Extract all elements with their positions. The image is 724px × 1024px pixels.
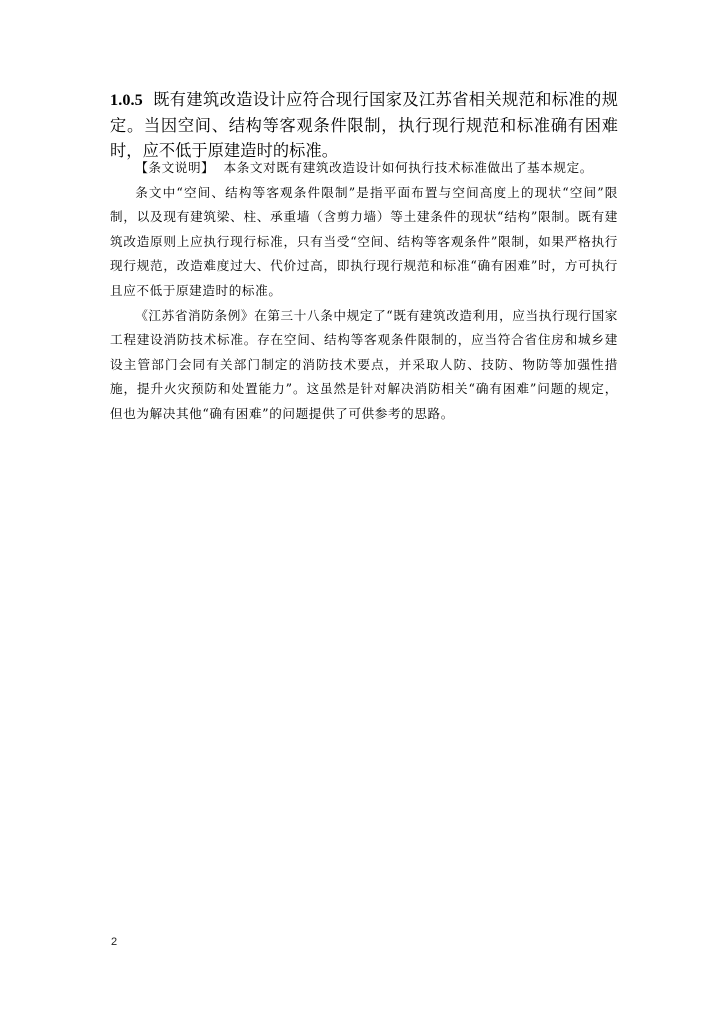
clause-1-0-5 [110,87,618,163]
explanation-heading: 【条文说明】 [135,160,215,175]
clause-number: 1.0.5 [110,91,143,109]
explanation-paragraph: 《江苏省消防条例》在第三十八条中规定了“既有建筑改造利用，应当执行现行国家工程建设消防技术标准。存在空间、结构等客观条件限制的，应当符合省住房和城乡建设主管部门会同有关部门制定的消防技术要点，并采取人防、技防、物防等加强性措施，提升火灾预防和处置能力”。这虽然是针对解决消防相关“确有困难”问题的规定，但也为解决其他“确有困难”的问题提供了可供参考的思路。 [110,307,618,421]
clause-explanation [110,156,618,427]
page-number: 2 [111,936,118,948]
explanation-paragraph: 条文中“空间、结构等客观条件限制”是指平面布置与空间高度上的现状“空间”限制，以及现有建筑梁、柱、承重墙（含剪力墙）等土建条件的现状“结构”限制。既有建筑改造原则上应执行现行标准，只有当受“空间、结构等客观条件”限制，如果严格执行现行规范，改造难度过大、代价过高，即执行现行规范和标准“确有困难”时，方可执行且应不低于原建造时的标准。 [110,184,618,298]
explanation-intro-paragraph [110,156,618,181]
explanation-intro: 本条文对既有建筑改造设计如何执行技术标准做出了基本规定。 [223,160,594,175]
clause-text: 既有建筑改造设计应符合现行国家及江苏省相关规范和标准的规定。当因空间、结构等客观条件限制，执行现行规范和标准确有困难时，应不低于原建造时的标准。 [110,90,618,160]
